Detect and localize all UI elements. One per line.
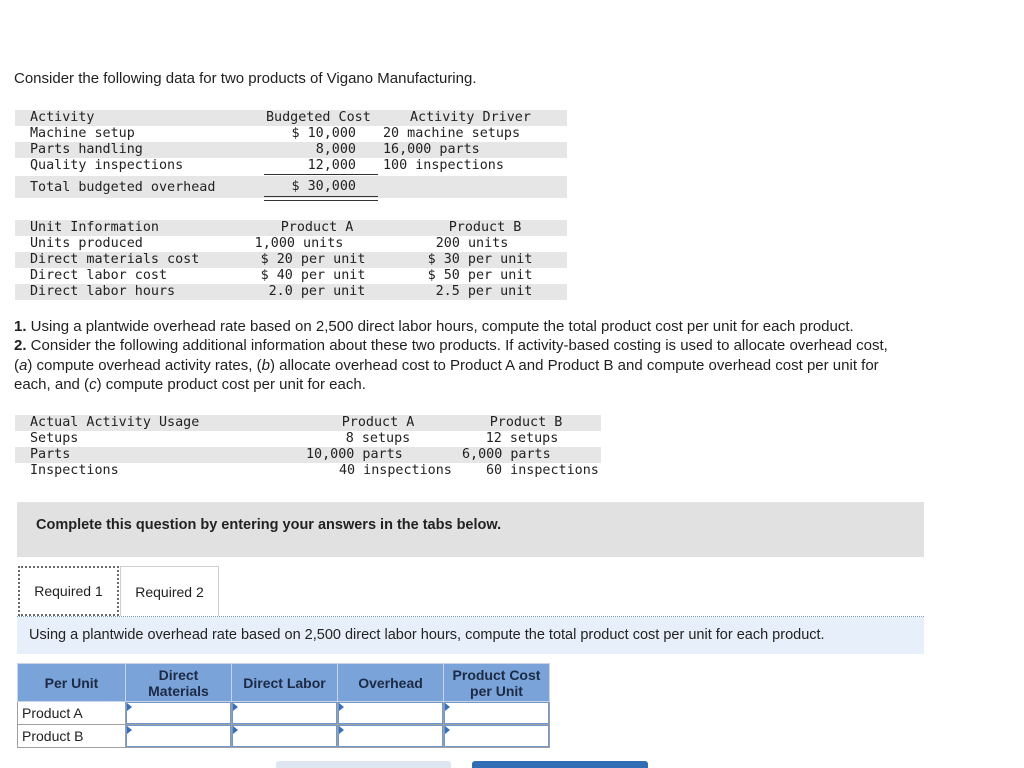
- cell: [444, 702, 550, 725]
- unit-label: Direct labor hours: [30, 284, 176, 299]
- question-1-number: 1.: [14, 318, 27, 335]
- cell: [232, 725, 338, 748]
- cell: [126, 702, 232, 725]
- activity-cost: $ 10,000: [291, 126, 356, 141]
- usage-a: 40 inspections: [339, 463, 452, 478]
- intro-text: Consider the following data for two products of Vigano Manufacturing.: [14, 70, 477, 87]
- usage-header: Actual Activity Usage: [30, 415, 200, 430]
- row-label-product-b: Product B: [18, 725, 126, 748]
- cell: [126, 725, 232, 748]
- unit-b: 200 units: [435, 236, 509, 251]
- budgeted-cost-header: Budgeted Cost: [266, 110, 371, 125]
- tab-required-2[interactable]: [120, 566, 219, 616]
- unit-a: $ 40 per unit: [260, 268, 366, 283]
- usage-b: 12 setups: [485, 431, 559, 446]
- activity-header: Activity: [30, 110, 95, 125]
- unit-a: $ 20 per unit: [260, 252, 366, 267]
- question-2-line3: each, and (c) compute product cost per unit for each.: [14, 376, 366, 393]
- activity-driver: 20 machine setups: [383, 126, 521, 141]
- input-marker-icon: [339, 703, 344, 711]
- requirement-instruction-text: Using a plantwide overhead rate based on 2,500 direct labor hours, compute the total product cost per unit for each product.: [29, 627, 825, 643]
- table-row: [18, 702, 550, 725]
- product-cost-header: Product Cost per Unit: [444, 664, 550, 702]
- product-b-overhead-input[interactable]: [338, 725, 443, 747]
- product-b-product-cost-input[interactable]: [444, 725, 549, 747]
- unit-b: $ 50 per unit: [427, 268, 533, 283]
- usage-a: 10,000 parts: [306, 447, 403, 462]
- total-label: Total budgeted overhead: [30, 180, 216, 195]
- input-marker-icon: [445, 726, 450, 734]
- product-a-direct-materials-input[interactable]: [126, 702, 231, 724]
- unit-label: Direct labor cost: [30, 268, 168, 283]
- question-2-line2: (a) compute overhead activity rates, (b) allocate overhead cost to Product A and Product B and compute overhead cost per unit for: [14, 356, 879, 374]
- activity-label: Quality inspections: [30, 158, 184, 173]
- input-marker-icon: [339, 726, 344, 734]
- activity-driver-header: Activity Driver: [410, 110, 531, 125]
- input-marker-icon: [233, 703, 238, 711]
- product-a-overhead-input[interactable]: [338, 702, 443, 724]
- unit-b: $ 30 per unit: [427, 252, 533, 267]
- activity-cost: 12,000: [307, 158, 356, 173]
- unit-a: 1,000 units: [254, 236, 344, 251]
- question-2-number: 2.: [14, 337, 27, 354]
- tab-required-1[interactable]: [18, 566, 119, 616]
- cell: [338, 725, 444, 748]
- product-b-header: Product B: [448, 220, 522, 235]
- product-a-product-cost-input[interactable]: [444, 702, 549, 724]
- product-a-direct-labor-input[interactable]: [232, 702, 337, 724]
- question-1-text: Using a plantwide overhead rate based on 2,500 direct labor hours, compute the total product cost per unit for each product.: [26, 318, 854, 335]
- row-label-product-a: Product A: [18, 702, 126, 725]
- next-button[interactable]: [472, 761, 648, 768]
- unit-info-header: Unit Information: [30, 220, 159, 235]
- unit-b: 2.5 per unit: [435, 284, 533, 299]
- previous-button[interactable]: [276, 761, 451, 768]
- question-2-text: Consider the following additional information about these two products. If activity-based costing is used to allocate overhead cost,: [26, 337, 888, 354]
- answer-table: [17, 663, 550, 748]
- question-2: [14, 336, 1014, 395]
- input-marker-icon: [127, 726, 132, 734]
- cell: [338, 702, 444, 725]
- usage-label: Inspections: [30, 463, 119, 478]
- activity-driver: 100 inspections: [383, 158, 504, 173]
- activity-label: Parts handling: [30, 142, 143, 157]
- input-marker-icon: [233, 726, 238, 734]
- answer-table-header-row: [18, 664, 550, 702]
- total-double-rule: [264, 196, 378, 201]
- cell: [232, 702, 338, 725]
- unit-label: Direct materials cost: [30, 252, 200, 267]
- question-1: [14, 317, 854, 337]
- usage-b: 6,000 parts: [462, 447, 551, 462]
- usage-product-a-header: Product A: [341, 415, 415, 430]
- cell: [444, 725, 550, 748]
- requirement-instruction: [17, 617, 924, 654]
- overhead-header: Overhead: [338, 664, 444, 702]
- usage-product-b-header: Product B: [489, 415, 563, 430]
- product-b-direct-materials-input[interactable]: [126, 725, 231, 747]
- usage-label: Parts: [30, 447, 71, 462]
- input-marker-icon: [445, 703, 450, 711]
- tab-required-2-label: Required 2: [135, 583, 204, 600]
- direct-materials-header: Direct Materials: [126, 664, 232, 702]
- unit-label: Units produced: [30, 236, 143, 251]
- direct-labor-header: Direct Labor: [232, 664, 338, 702]
- subtotal-rule: [264, 174, 378, 175]
- activity-driver: 16,000 parts: [383, 142, 480, 157]
- usage-b: 60 inspections: [486, 463, 599, 478]
- instruction-banner: [17, 502, 924, 557]
- total-value: $ 30,000: [291, 179, 356, 194]
- per-unit-header: Per Unit: [18, 664, 126, 702]
- unit-a: 2.0 per unit: [268, 284, 366, 299]
- usage-label: Setups: [30, 431, 79, 446]
- table-row: [18, 725, 550, 748]
- input-marker-icon: [127, 703, 132, 711]
- banner-text: Complete this question by entering your answers in the tabs below.: [36, 517, 502, 533]
- product-b-direct-labor-input[interactable]: [232, 725, 337, 747]
- tab-required-1-label: Required 1: [34, 583, 103, 599]
- usage-a: 8 setups: [345, 431, 411, 446]
- activity-cost: 8,000: [315, 142, 356, 157]
- activity-label: Machine setup: [30, 126, 135, 141]
- product-a-header: Product A: [280, 220, 354, 235]
